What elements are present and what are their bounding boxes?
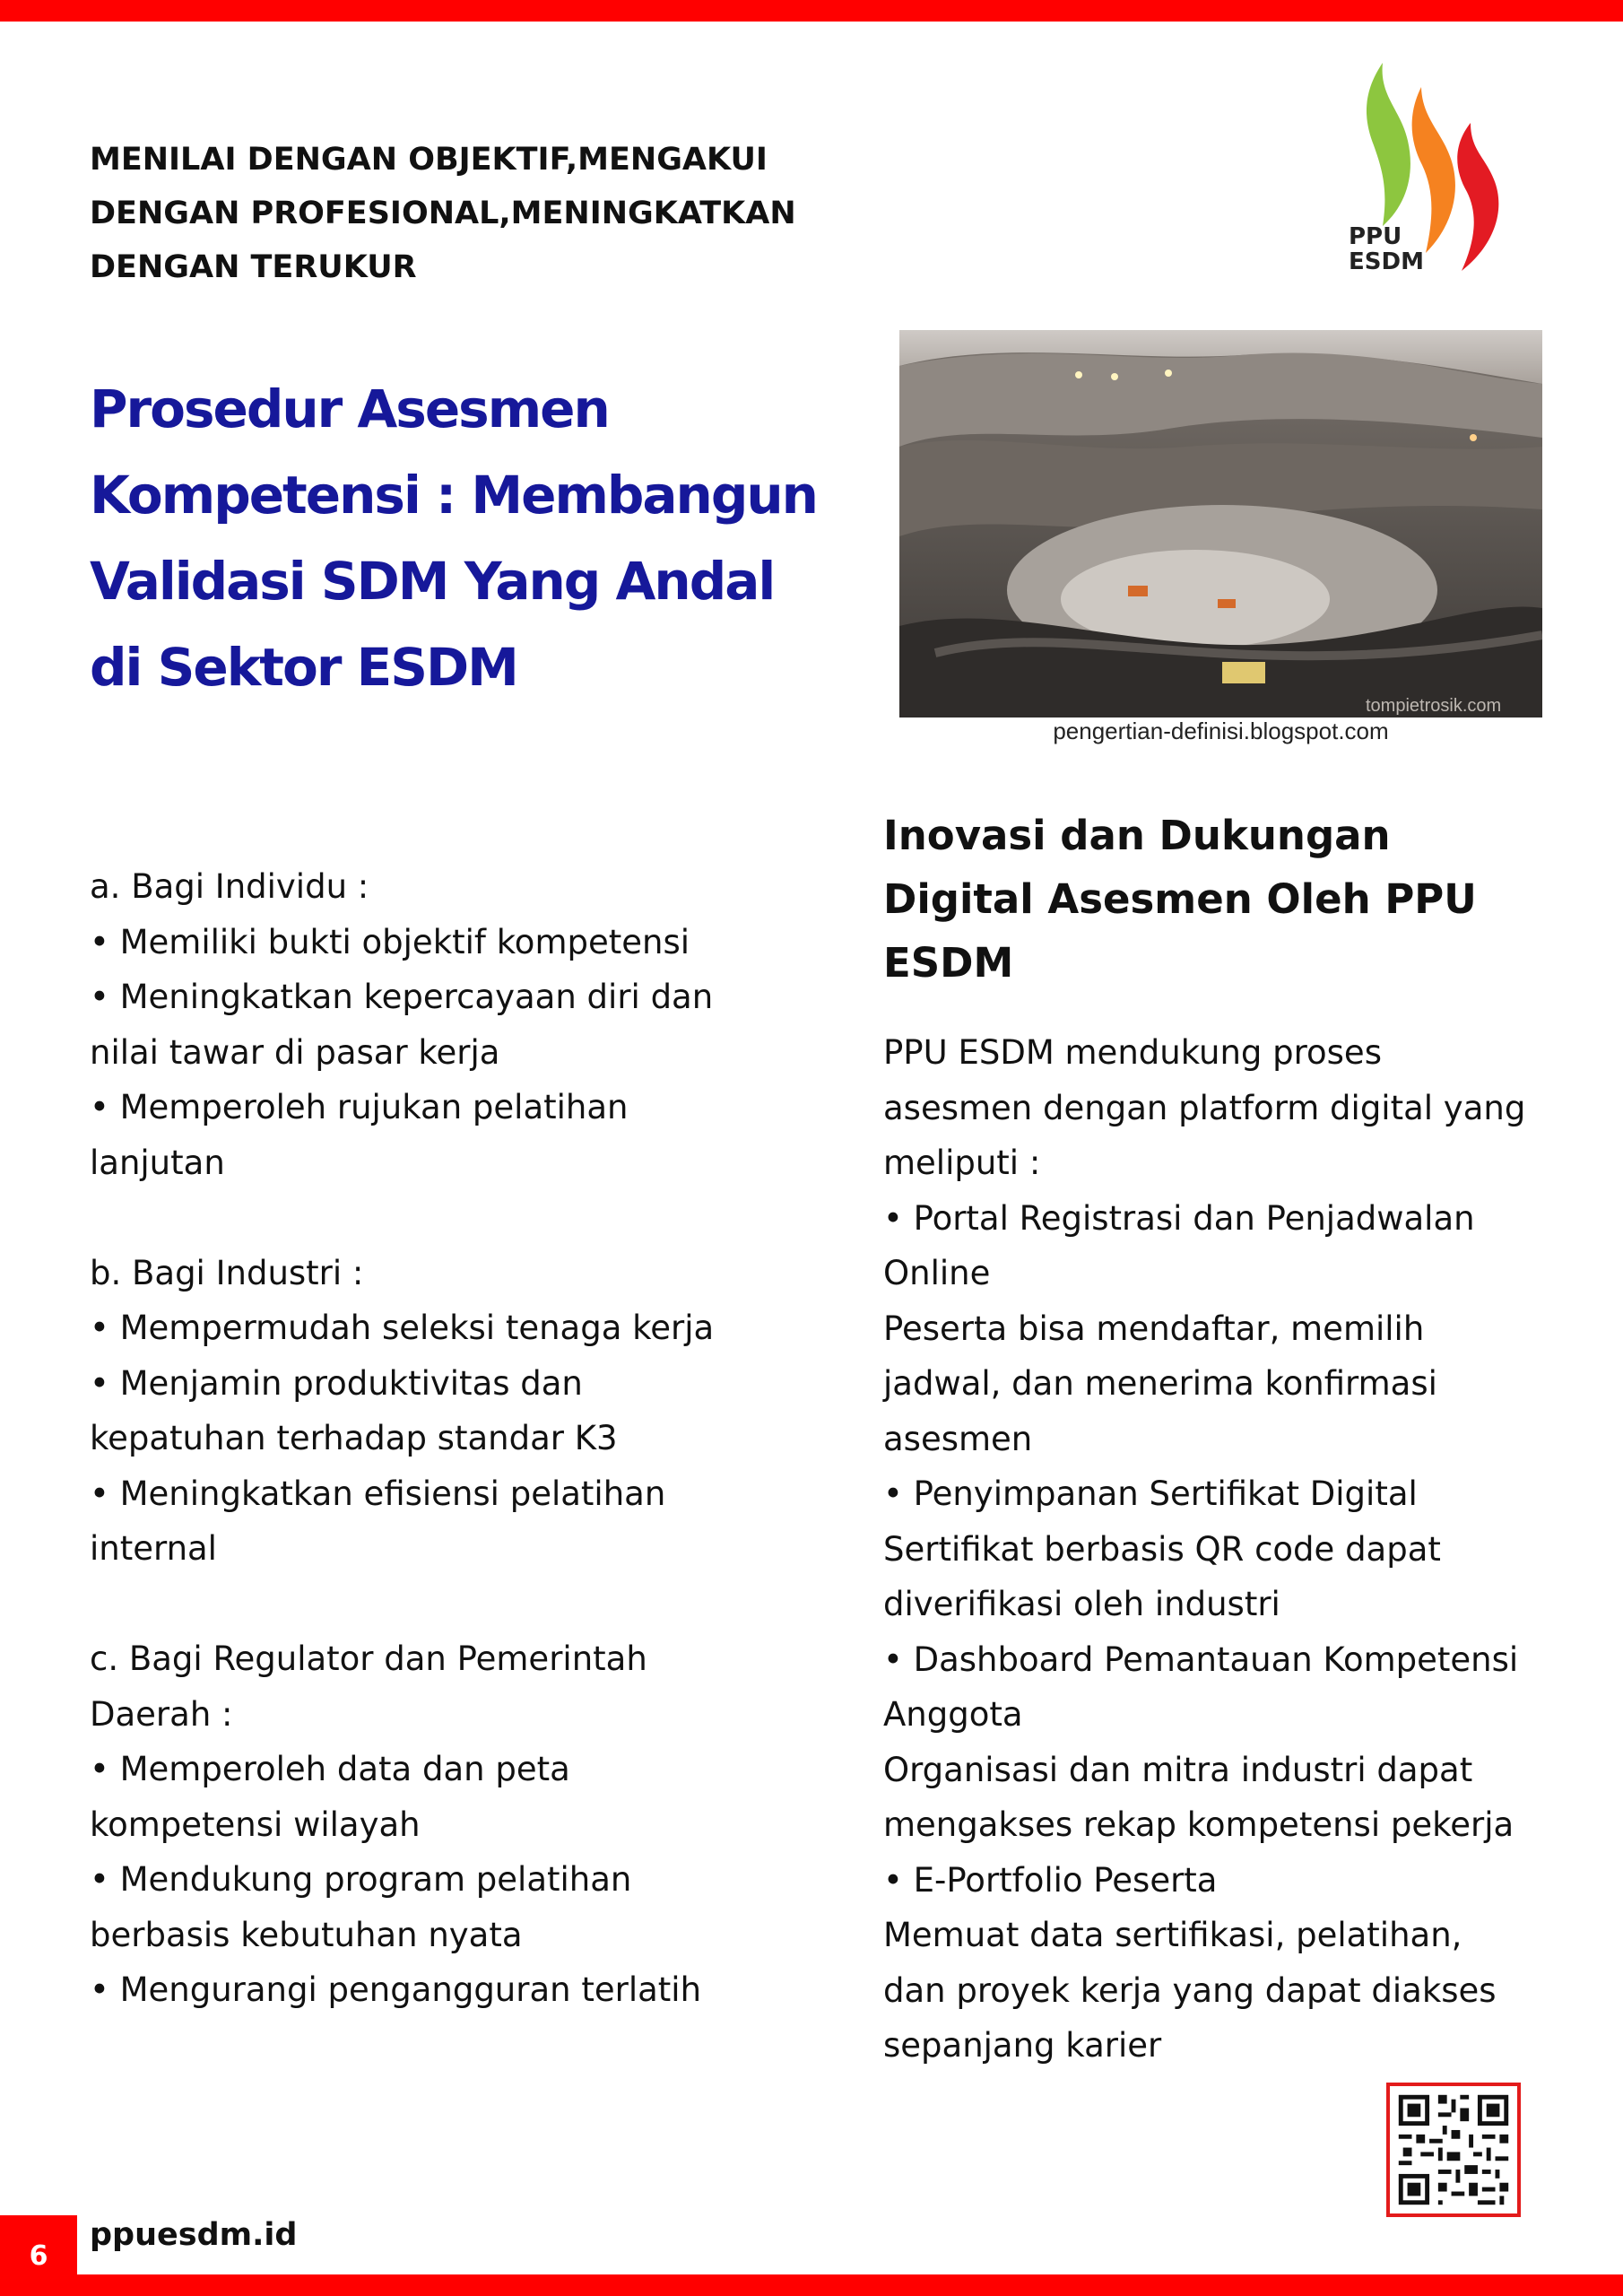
list-line: • Memperoleh rujukan pelatihan — [90, 1088, 629, 1126]
list-line: • Meningkatkan kepercayaan diri dan — [90, 978, 714, 1016]
photo-caption: pengertian-definisi.blogspot.com — [1053, 718, 1389, 744]
body-line: Online — [883, 1254, 991, 1292]
list-line: • Mempermudah seleksi tenaga kerja — [90, 1309, 715, 1347]
page-number: 6 — [0, 2215, 77, 2296]
list-line: c. Bagi Regulator dan Pemerintah — [90, 1639, 647, 1678]
body-line: • Portal Registrasi dan Penjadwalan — [883, 1198, 1475, 1238]
list-line: lanjutan — [90, 1143, 225, 1182]
page-title — [90, 366, 861, 710]
list-line: berbasis kebutuhan nyata — [90, 1915, 523, 1954]
list-line: • Menjamin produktivitas dan — [90, 1363, 583, 1403]
list-line: a. Bagi Individu : — [90, 867, 369, 906]
body-line: Peserta bisa mendaftar, memilih — [883, 1309, 1425, 1348]
photo-watermark: tompietrosik.com — [1366, 696, 1502, 716]
body-line: Organisasi dan mitra industri dapat — [883, 1750, 1473, 1789]
tagline-line: MENILAI DENGAN OBJEKTIF,MENGAKUI — [90, 142, 768, 178]
heading-line: Digital Asesmen Oleh PPU — [883, 875, 1477, 923]
list-line: • Memiliki bukti objektif kompetensi — [90, 922, 690, 961]
body-line: dan proyek kerja yang dapat diakses — [883, 1970, 1497, 2010]
title-line: di Sektor ESDM — [90, 637, 517, 698]
title-line: Kompetensi : Membangun — [90, 465, 817, 526]
logo-orange-flame — [1412, 87, 1455, 253]
body-line: sepanjang karier — [883, 2026, 1162, 2065]
body-line: mengakses rekap kompetensi pekerja — [883, 1805, 1515, 1844]
title-line: Prosedur Asesmen — [90, 378, 609, 439]
ppu-esdm-logo — [1336, 56, 1515, 280]
list-line: kepatuhan terhadap standar K3 — [90, 1419, 618, 1457]
logo-text-esdm: ESDM — [1349, 248, 1424, 275]
logo-text-ppu: PPU — [1349, 223, 1402, 250]
bottom-red-bar — [0, 2274, 1623, 2296]
body-line: • Penyimpanan Sertifikat Digital — [883, 1474, 1418, 1513]
open-pit-mine-image — [899, 330, 1542, 718]
body-line: • E-Portfolio Peserta — [883, 1860, 1218, 1900]
body-line: asesmen — [883, 1419, 1033, 1458]
list-line: Daerah : — [90, 1694, 233, 1734]
list-line: • Mengurangi pengangguran terlatih — [90, 1970, 702, 2009]
list-line: b. Bagi Industri : — [90, 1253, 364, 1292]
section-heading — [883, 804, 1583, 995]
list-line: kompetensi wilayah — [90, 1805, 421, 1844]
body-line: Anggota — [883, 1695, 1023, 1734]
body-line: jadwal, dan menerima konfirmasi — [883, 1364, 1437, 1403]
logo-red-flame — [1457, 123, 1498, 271]
list-spacer — [90, 1190, 879, 1246]
body-line: asesmen dengan platform digital yang — [883, 1088, 1526, 1127]
mine-photo — [899, 330, 1542, 718]
body-line: Memuat data sertifikasi, pelatihan, — [883, 1916, 1462, 1954]
heading-line: ESDM — [883, 939, 1014, 987]
tagline-line: DENGAN PROFESIONAL,MENINGKATKAN — [90, 196, 796, 231]
top-red-bar — [0, 0, 1623, 22]
body-line: Sertifikat berbasis QR code dapat — [883, 1529, 1441, 1569]
title-line: Validasi SDM Yang Andal — [90, 551, 775, 612]
list-line: • Memperoleh data dan peta — [90, 1750, 570, 1788]
list-line: internal — [90, 1529, 217, 1568]
tagline-line: DENGAN TERUKUR — [90, 249, 417, 285]
body-line: • Dashboard Pemantauan Kompetensi — [883, 1639, 1519, 1679]
benefits-list — [90, 859, 879, 2018]
body-line: PPU ESDM mendukung proses — [883, 1033, 1382, 1072]
qr-code-icon — [1390, 2086, 1517, 2213]
list-line: • Mendukung program pelatihan — [90, 1860, 632, 1899]
body-line: diverifikasi oleh industri — [883, 1585, 1280, 1623]
body-line: meliputi : — [883, 1144, 1041, 1182]
tagline — [90, 133, 861, 294]
site-url[interactable]: ppuesdm.id — [90, 2217, 298, 2253]
qr-code[interactable] — [1386, 2083, 1521, 2217]
heading-line: Inovasi dan Dukungan — [883, 812, 1391, 859]
digital-support-text — [883, 1025, 1592, 2074]
list-spacer — [90, 1577, 879, 1632]
list-line: nilai tawar di pasar kerja — [90, 1032, 500, 1072]
logo-green-flame — [1367, 63, 1410, 226]
list-line: • Meningkatkan efisiensi pelatihan — [90, 1474, 666, 1513]
